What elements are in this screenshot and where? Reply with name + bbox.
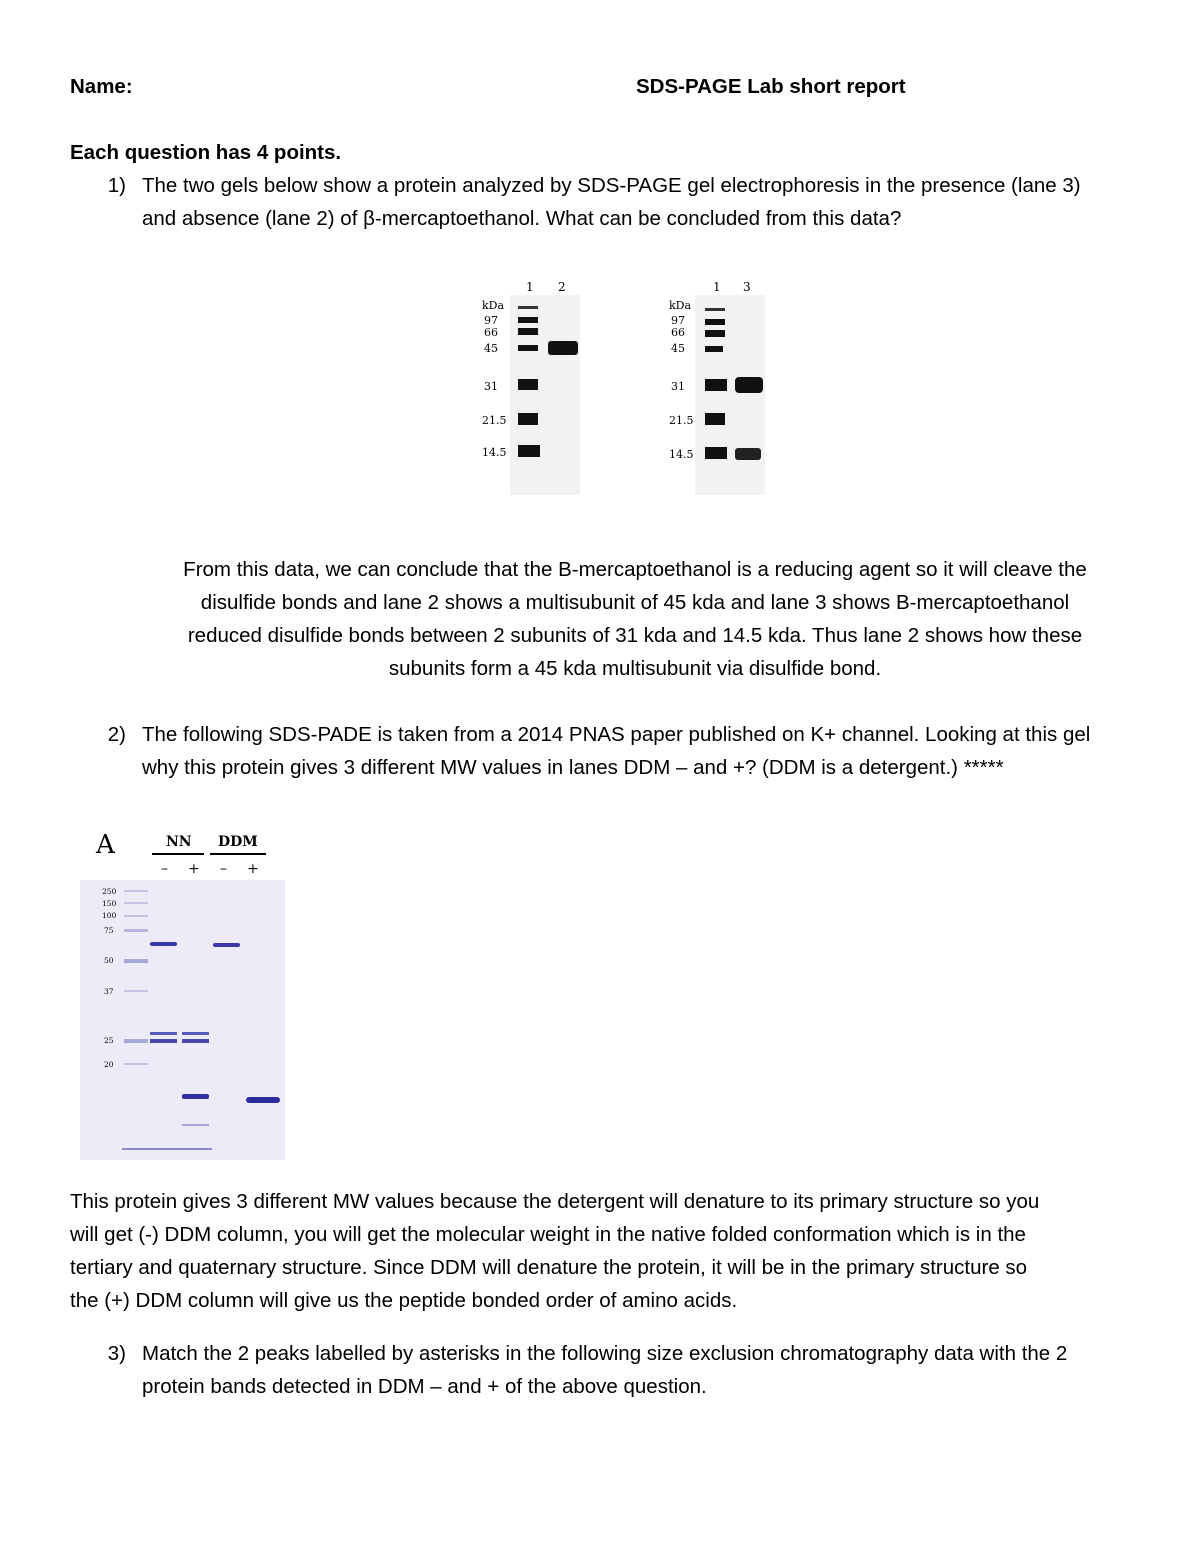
- q1-answer-line: reduced disulfide bonds between 2 subunits of 31 kda and 14.5 kda. Thus lane 2 shows how these: [187, 624, 1083, 647]
- ladder-band: [518, 328, 538, 335]
- gel-left-marker: 45: [484, 342, 498, 355]
- ladder-band: [518, 306, 538, 309]
- q1-number: 1): [107, 174, 126, 197]
- gel-left-marker: 14.5: [482, 446, 507, 459]
- ladder-band: [705, 346, 723, 352]
- ladder-band: [518, 345, 538, 351]
- ladder-band: [518, 379, 538, 390]
- band-ddm-plus: [246, 1097, 280, 1103]
- gel-left-figure: [470, 275, 590, 500]
- gel-right-figure: [655, 275, 775, 500]
- ladder-band: [518, 317, 538, 323]
- gel-right-marker: 45: [671, 342, 685, 355]
- band-ddm-minus: [213, 943, 240, 947]
- page-title: SDS-PAGE Lab short report: [636, 75, 906, 98]
- gel-left-marker: 31: [484, 380, 498, 393]
- band-nn-minus: [150, 942, 177, 946]
- q1-line-1: The two gels below show a protein analyzed by SDS-PAGE gel electrophoresis in the presence (lane 3): [142, 174, 1081, 197]
- ladder-band: [518, 445, 540, 457]
- gel-right-marker: 66: [671, 326, 685, 339]
- q2-number: 2): [107, 723, 126, 746]
- gel-right-marker: 14.5: [669, 448, 694, 461]
- ladder-band: [124, 1039, 148, 1043]
- gel-left-marker: 97: [484, 314, 498, 327]
- q1-answer-line: From this data, we can conclude that the B-mercaptoethanol is a reducing agent so it will cleave the: [183, 558, 1087, 581]
- group-label-nn: NN: [166, 834, 192, 850]
- q2-line-2: why this protein gives 3 different MW values in lanes DDM – and +? (DDM is a detergent.) *****: [142, 756, 1004, 779]
- ladder-band: [705, 319, 725, 325]
- name-label: Name:: [70, 75, 133, 98]
- q3-line-1: Match the 2 peaks labelled by asterisks in the following size exclusion chromatography data with the 2: [142, 1342, 1068, 1365]
- gel-left-marker: 66: [484, 326, 498, 339]
- gel-right-marker: 31: [671, 380, 685, 393]
- q2-answer-line: the (+) DDM column will give us the peptide bonded order of amino acids.: [70, 1289, 738, 1312]
- q2-answer-line: tertiary and quaternary structure. Since DDM will denature the protein, it will be in the primary structure so: [70, 1256, 1028, 1279]
- ladder-band: [124, 1063, 148, 1065]
- panel-letter: A: [96, 830, 115, 860]
- band-nn-plus: [182, 1124, 209, 1126]
- ddm-marker: 50: [104, 956, 114, 965]
- q3-line-2: protein bands detected in DDM – and + of the above question.: [142, 1375, 707, 1398]
- gel-right-lane-a: 1: [713, 280, 721, 294]
- ladder-band: [705, 447, 727, 459]
- band-nn-minus: [150, 1039, 177, 1043]
- gel-right-marker: 21.5: [669, 414, 694, 427]
- ladder-band: [705, 379, 727, 391]
- group-label-ddm: DDM: [218, 834, 258, 850]
- lane-sign: +: [247, 861, 259, 877]
- gel-left-unit: kDa: [482, 299, 505, 312]
- lane-sign: –: [220, 861, 227, 877]
- ladder-band: [124, 990, 148, 992]
- intro-text: Each question has 4 points.: [70, 141, 342, 164]
- ladder-band: [124, 902, 148, 904]
- ladder-band: [705, 330, 725, 337]
- gel-left-marker: 21.5: [482, 414, 507, 427]
- band-nn-plus: [182, 1039, 209, 1043]
- ladder-band: [705, 308, 725, 311]
- band-nn-plus: [182, 1094, 209, 1099]
- ladder-band: [124, 890, 148, 892]
- ladder-band: [124, 929, 148, 932]
- q1-answer-line: disulfide bonds and lane 2 shows a multisubunit of 45 kda and lane 3 shows B-mercaptoethanol: [200, 591, 1070, 614]
- gel-ddm-figure: [70, 815, 290, 1165]
- ddm-marker: 75: [104, 926, 114, 935]
- q2-answer-line: will get (-) DDM column, you will get the molecular weight in the native folded conformation which is in the: [70, 1223, 1026, 1246]
- lane-sign: +: [188, 861, 200, 877]
- ladder-band: [705, 413, 725, 425]
- sample-band-31kda: [735, 377, 763, 393]
- ddm-marker: 150: [102, 899, 117, 908]
- ddm-marker: 20: [104, 1060, 114, 1069]
- q1-line-2: and absence (lane 2) of β-mercaptoethanol. What can be concluded from this data?: [142, 207, 902, 230]
- ladder-band: [124, 959, 148, 963]
- gel-right-lane-b: 3: [743, 280, 751, 294]
- ddm-marker: 100: [102, 911, 117, 920]
- q2-line-1: The following SDS-PADE is taken from a 2014 PNAS paper published on K+ channel. Looking at this gel: [142, 723, 1091, 746]
- lane-sign: –: [161, 861, 168, 877]
- q2-answer-line: This protein gives 3 different MW values because the detergent will denature to its primary structure so you: [70, 1190, 1040, 1213]
- ladder-band: [518, 413, 538, 425]
- q1-answer-line: subunits form a 45 kda multisubunit via disulfide bond.: [388, 657, 882, 680]
- gel-left-lane-b: 2: [558, 280, 566, 294]
- ddm-marker: 250: [102, 887, 117, 896]
- band-nn-plus: [182, 1032, 209, 1035]
- gel-right-marker: 97: [671, 314, 685, 327]
- ladder-band: [124, 915, 148, 917]
- band-nn-minus: [150, 1032, 177, 1035]
- sample-band-45kda: [548, 341, 578, 355]
- sample-band-14kda: [735, 448, 761, 460]
- q3-number: 3): [107, 1342, 126, 1365]
- q1-answer: [145, 553, 1125, 685]
- gel-right-unit: kDa: [669, 299, 692, 312]
- gel-left-lane-a: 1: [526, 280, 534, 294]
- ddm-marker: 37: [104, 987, 114, 996]
- ddm-marker: 25: [104, 1036, 114, 1045]
